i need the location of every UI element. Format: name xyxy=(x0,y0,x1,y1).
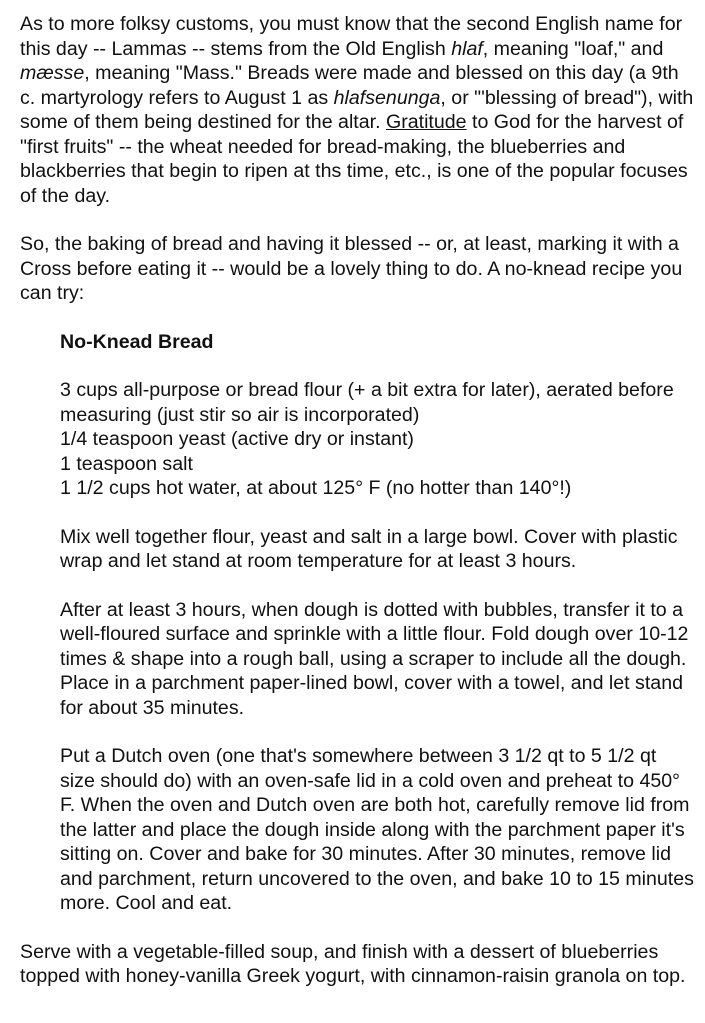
word-hlaf: hlaf xyxy=(451,37,483,60)
intro-text-2: , meaning "loaf," and xyxy=(482,37,664,60)
gratitude-link[interactable]: Gratitude xyxy=(385,111,467,133)
closing-paragraph: Serve with a vegetable-filled soup, and finish with a dessert of blueberries topped with honey-vanilla Greek yogurt, with cinnamon-raisin granola on top. xyxy=(20,940,686,987)
intro-paragraph-lammas xyxy=(20,12,695,208)
intro-text-5: to God for the harvest of "first fruits" -- the wheat needed for bread-making, the blueberries and blackberries that begin to ripen at ths time, etc., is one of the popular focuses of the day. xyxy=(20,111,688,207)
ingredient-list xyxy=(60,378,695,501)
ingredient-item: 1 1/2 cups hot water, at about 125° F (no hotter than 140°!) xyxy=(60,477,572,499)
word-maesse: mæsse xyxy=(20,62,85,84)
recipe-step-bake: Put a Dutch oven (one that's somewhere between 3 1/2 qt to 5 1/2 qt size should do) with an oven-safe lid in a cold oven and preheat to 450° F. When the oven and Dutch oven are both hot, carefully remove lid from the latter and place the dough inside along with the parchment paper it's sitting on. Cover and bake for 30 minutes. After 30 minutes, remove lid and parchment, return uncovered to the oven, and bake 10 to 15 minutes more. Cool and eat. xyxy=(60,745,694,914)
intro-text-1: As to more folksy customs, you must know that the second English name for this day -- Lammas -- stems from the Old English xyxy=(20,13,683,60)
ingredient-item: 1 teaspoon salt xyxy=(60,452,193,475)
intro-text-3: , meaning "Mass." Breads were made and blessed on this day (a 9th c. martyrology refers to August 1 as xyxy=(20,62,679,109)
recipe-title: No-Knead Bread xyxy=(60,330,214,353)
intro-text-4: , or "'blessing of bread"), with some of them being destined for the altar. xyxy=(20,86,694,133)
recipe-step-fold: After at least 3 hours, when dough is dotted with bubbles, transfer it to a well-floured surface and sprinkle with a little flour. Fold dough over 10-12 times & shape into a rough ball, using a scraper to include all the dough. Place in a parchment paper-lined bowl, cover with a towel, and let stand for about 35 minutes. xyxy=(60,598,689,719)
ingredient-item: 3 cups all-purpose or bread flour (+ a bit extra for later), aerated before measuring (just stir so air is incorporated) xyxy=(60,379,674,426)
recipe-section xyxy=(20,330,695,916)
intro-paragraph-baking: So, the baking of bread and having it blessed -- or, at least, marking it with a Cross before eating it -- would be a lovely thing to do. A no-knead recipe you can try: xyxy=(20,233,683,304)
ingredient-item: 1/4 teaspoon yeast (active dry or instant) xyxy=(60,428,414,450)
recipe-step-mix: Mix well together flour, yeast and salt in a large bowl. Cover with plastic wrap and let stand at room temperature for at least 3 hours. xyxy=(60,525,678,572)
word-hlafsenunga: hlafsenunga xyxy=(333,86,441,109)
